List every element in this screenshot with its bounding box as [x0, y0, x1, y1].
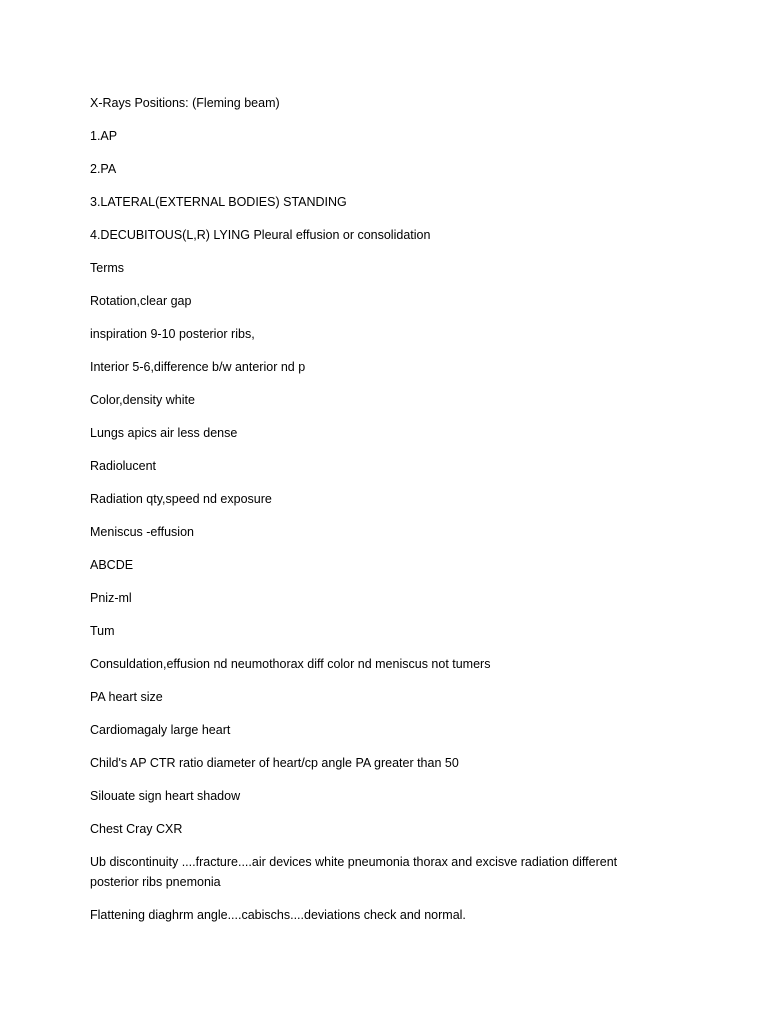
document-line: Meniscus -effusion [90, 525, 194, 539]
document-line: 4.DECUBITOUS(L,R) LYING Pleural effusion or consolidation [90, 228, 431, 242]
document-line: Rotation,clear gap [90, 294, 192, 308]
document-line: 3.LATERAL(EXTERNAL BODIES) STANDING [90, 195, 347, 209]
document-line: Terms [90, 261, 125, 275]
document-line: Tum [90, 624, 115, 638]
document-line: Flattening diaghrm angle....cabischs....deviations check and normal. [90, 908, 466, 922]
document-line: Radiolucent [90, 459, 157, 473]
document-line: Color,density white [90, 393, 195, 407]
document-line: inspiration 9-10 posterior ribs, [90, 327, 255, 341]
document-line: PA heart size [90, 690, 163, 704]
document-line: Chest Cray CXR [90, 822, 183, 836]
document-line: Pniz-ml [90, 591, 132, 605]
document-line: Cardiomagaly large heart [90, 723, 231, 737]
document-body [90, 93, 650, 938]
document-line: X-Rays Positions: (Fleming beam) [90, 96, 280, 110]
document-line: Radiation qty,speed nd exposure [90, 492, 272, 506]
document-line: Interior 5-6,difference b/w anterior nd p [90, 360, 306, 374]
document-line: Ub discontinuity ....fracture....air devices white pneumonia thorax and excisve radiation different posterior ribs pnemonia [90, 855, 618, 889]
document-line: Consuldation,effusion nd neumothorax diff color nd meniscus not tumers [90, 657, 491, 671]
document-line: 2.PA [90, 162, 117, 176]
document-line: 1.AP [90, 129, 118, 143]
document-line: Child's AP CTR ratio diameter of heart/cp angle PA greater than 50 [90, 756, 459, 770]
document-line: Silouate sign heart shadow [90, 789, 241, 803]
document-line: ABCDE [90, 558, 134, 572]
document-line: Lungs apics air less dense [90, 426, 238, 440]
